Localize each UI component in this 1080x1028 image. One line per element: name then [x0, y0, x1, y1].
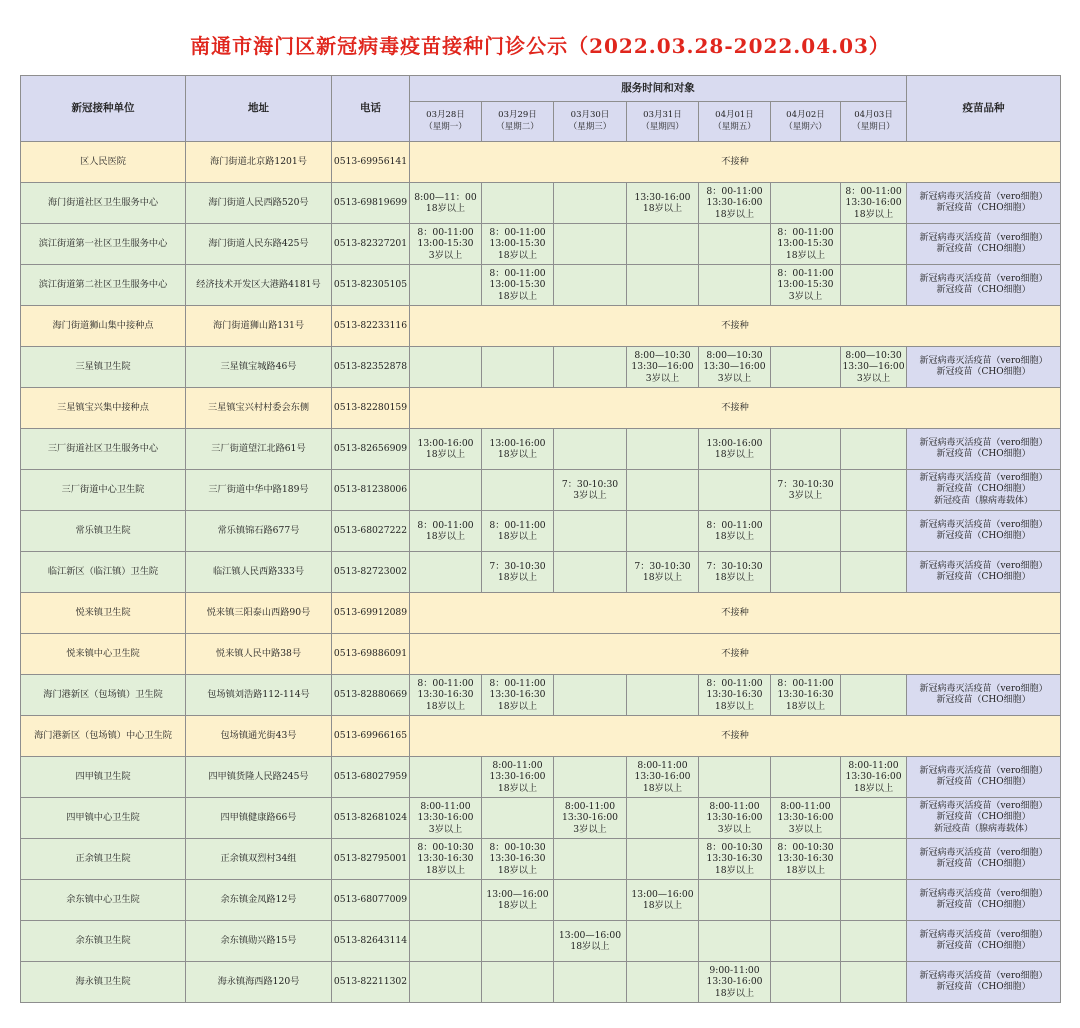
unit-cell: 悦来镇中心卫生院	[21, 634, 186, 675]
day-schedule-cell: 8:00-11:00 13:30-16:00 3岁以上	[699, 798, 771, 839]
day-schedule-cell	[627, 511, 699, 552]
table-row	[21, 511, 1061, 552]
header-day: 03月31日 （星期四）	[627, 102, 699, 142]
day-schedule-cell	[841, 552, 907, 593]
day-schedule-cell: 13:00—16:00 18岁以上	[482, 880, 554, 921]
day-schedule-cell	[699, 224, 771, 265]
day-schedule-cell	[841, 921, 907, 962]
day-schedule-cell: 8：00-11:00 13:30-16:30 18岁以上	[482, 675, 554, 716]
day-schedule-cell: 8:00—10:30 13:30—16:00 3岁以上	[699, 347, 771, 388]
table-row	[21, 675, 1061, 716]
day-schedule-cell: 13:30-16:00 18岁以上	[627, 183, 699, 224]
vaccine-cell: 新冠病毒灭活疫苗（vero细胞） 新冠疫苗（CHO细胞）	[907, 880, 1061, 921]
header-unit: 新冠接种单位	[21, 76, 186, 142]
table-row	[21, 306, 1061, 347]
no-vaccination-cell: 不接种	[410, 634, 1061, 675]
day-schedule-cell	[627, 798, 699, 839]
phone-cell: 0513-82795001	[332, 839, 410, 880]
table-row	[21, 347, 1061, 388]
day-schedule-cell	[554, 839, 627, 880]
unit-cell: 余东镇中心卫生院	[21, 880, 186, 921]
day-schedule-cell	[410, 347, 482, 388]
day-schedule-cell	[771, 880, 841, 921]
day-schedule-cell: 9:00-11:00 13:30-16:00 18岁以上	[699, 962, 771, 1003]
day-schedule-cell: 8：00-11:00 13:00-15:30 3岁以上	[771, 265, 841, 306]
day-schedule-cell	[627, 675, 699, 716]
day-schedule-cell	[841, 880, 907, 921]
day-schedule-cell	[627, 265, 699, 306]
day-schedule-cell: 8：00-11:00 13:30-16:30 18岁以上	[771, 675, 841, 716]
day-schedule-cell: 8：00-11:00 13:30-16:30 18岁以上	[699, 675, 771, 716]
day-schedule-cell: 13:00-16:00 18岁以上	[410, 429, 482, 470]
header-day: 04月03日 （星期日）	[841, 102, 907, 142]
vaccine-cell: 新冠病毒灭活疫苗（vero细胞） 新冠疫苗（CHO细胞）	[907, 183, 1061, 224]
phone-cell: 0513-82681024	[332, 798, 410, 839]
unit-cell: 海门港新区（包场镇）卫生院	[21, 675, 186, 716]
day-schedule-cell	[554, 224, 627, 265]
vaccine-cell: 新冠病毒灭活疫苗（vero细胞） 新冠疫苗（CHO细胞） 新冠疫苗（腺病毒载体）	[907, 798, 1061, 839]
day-schedule-cell: 8：00-11:00 13:00-15:30 18岁以上	[482, 265, 554, 306]
day-schedule-cell	[771, 429, 841, 470]
day-schedule-cell	[771, 347, 841, 388]
day-schedule-cell	[841, 511, 907, 552]
unit-cell: 余东镇卫生院	[21, 921, 186, 962]
vaccine-cell: 新冠病毒灭活疫苗（vero细胞） 新冠疫苗（CHO细胞）	[907, 429, 1061, 470]
table-row	[21, 388, 1061, 429]
day-schedule-cell: 8:00-11:00 13:30-16:00 3岁以上	[771, 798, 841, 839]
day-schedule-cell	[841, 675, 907, 716]
day-schedule-cell: 8：00-10:30 13:30-16:30 18岁以上	[482, 839, 554, 880]
address-cell: 海门街道人民东路425号	[186, 224, 332, 265]
address-cell: 悦来镇三阳泰山西路90号	[186, 593, 332, 634]
unit-cell: 海门港新区（包场镇）中心卫生院	[21, 716, 186, 757]
day-schedule-cell	[699, 880, 771, 921]
day-schedule-cell	[771, 183, 841, 224]
address-cell: 余东镇金凤路12号	[186, 880, 332, 921]
day-schedule-cell	[554, 962, 627, 1003]
day-schedule-cell: 7：30-10:30 3岁以上	[554, 470, 627, 511]
vaccine-cell: 新冠病毒灭活疫苗（vero细胞） 新冠疫苗（CHO细胞）	[907, 757, 1061, 798]
address-cell: 余东镇勋兴路15号	[186, 921, 332, 962]
phone-cell: 0513-82352878	[332, 347, 410, 388]
phone-cell: 0513-69956141	[332, 142, 410, 183]
day-schedule-cell	[771, 511, 841, 552]
day-schedule-cell	[627, 962, 699, 1003]
day-schedule-cell	[699, 470, 771, 511]
day-schedule-cell	[554, 347, 627, 388]
vaccine-cell: 新冠病毒灭活疫苗（vero细胞） 新冠疫苗（CHO细胞）	[907, 921, 1061, 962]
phone-cell: 0513-82233116	[332, 306, 410, 347]
day-schedule-cell	[771, 962, 841, 1003]
phone-cell: 0513-82305105	[332, 265, 410, 306]
day-schedule-cell: 8：00-10:30 13:30-16:30 18岁以上	[771, 839, 841, 880]
day-schedule-cell	[410, 265, 482, 306]
day-schedule-cell: 8：00-10:30 13:30-16:30 18岁以上	[410, 839, 482, 880]
day-schedule-cell: 8：00-11:00 13:00-15:30 3岁以上	[410, 224, 482, 265]
address-cell: 海永镇海西路120号	[186, 962, 332, 1003]
header-vaccine: 疫苗品种	[907, 76, 1061, 142]
address-cell: 常乐镇锦石路677号	[186, 511, 332, 552]
vaccine-cell: 新冠病毒灭活疫苗（vero细胞） 新冠疫苗（CHO细胞） 新冠疫苗（腺病毒载体）	[907, 470, 1061, 511]
phone-cell: 0513-69819699	[332, 183, 410, 224]
day-schedule-cell	[841, 798, 907, 839]
header-phone: 电话	[332, 76, 410, 142]
day-schedule-cell: 8:00—11：00 18岁以上	[410, 183, 482, 224]
day-schedule-cell	[482, 347, 554, 388]
day-schedule-cell	[841, 265, 907, 306]
day-schedule-cell	[554, 511, 627, 552]
unit-cell: 海门街道社区卫生服务中心	[21, 183, 186, 224]
unit-cell: 滨江街道第二社区卫生服务中心	[21, 265, 186, 306]
table-row	[21, 880, 1061, 921]
address-cell: 正余镇双烈村34组	[186, 839, 332, 880]
no-vaccination-cell: 不接种	[410, 716, 1061, 757]
day-schedule-cell	[627, 429, 699, 470]
day-schedule-cell	[482, 470, 554, 511]
day-schedule-cell	[554, 552, 627, 593]
phone-cell: 0513-82327201	[332, 224, 410, 265]
unit-cell: 四甲镇卫生院	[21, 757, 186, 798]
day-schedule-cell: 13:00—16:00 18岁以上	[627, 880, 699, 921]
day-schedule-cell: 8:00-11:00 13:30-16:00 3岁以上	[410, 798, 482, 839]
day-schedule-cell: 8：00-11:00 13:30-16:00 18岁以上	[841, 183, 907, 224]
day-schedule-cell: 8:00-11:00 13:30-16:00 18岁以上	[482, 757, 554, 798]
vaccine-cell: 新冠病毒灭活疫苗（vero细胞） 新冠疫苗（CHO细胞）	[907, 224, 1061, 265]
unit-cell: 常乐镇卫生院	[21, 511, 186, 552]
unit-cell: 三星镇卫生院	[21, 347, 186, 388]
phone-cell: 0513-82656909	[332, 429, 410, 470]
address-cell: 海门街道狮山路131号	[186, 306, 332, 347]
day-schedule-cell	[699, 921, 771, 962]
table-row	[21, 921, 1061, 962]
header-day: 03月28日 （星期一）	[410, 102, 482, 142]
day-schedule-cell	[627, 921, 699, 962]
day-schedule-cell	[627, 224, 699, 265]
address-cell: 海门街道人民西路520号	[186, 183, 332, 224]
unit-cell: 滨江街道第一社区卫生服务中心	[21, 224, 186, 265]
unit-cell: 三厂街道社区卫生服务中心	[21, 429, 186, 470]
day-schedule-cell	[771, 921, 841, 962]
day-schedule-cell: 8：00-10:30 13:30-16:30 18岁以上	[699, 839, 771, 880]
phone-cell: 0513-82280159	[332, 388, 410, 429]
address-cell: 三星镇宝城路46号	[186, 347, 332, 388]
day-schedule-cell	[554, 183, 627, 224]
phone-cell: 0513-68027222	[332, 511, 410, 552]
day-schedule-cell	[410, 552, 482, 593]
day-schedule-cell: 7：30-10:30 18岁以上	[627, 552, 699, 593]
day-schedule-cell	[482, 798, 554, 839]
header-day: 03月30日 （星期三）	[554, 102, 627, 142]
unit-cell: 悦来镇卫生院	[21, 593, 186, 634]
day-schedule-cell: 13:00—16:00 18岁以上	[554, 921, 627, 962]
day-schedule-cell: 8：00-11:00 18岁以上	[482, 511, 554, 552]
day-schedule-cell	[482, 921, 554, 962]
table-row	[21, 634, 1061, 675]
vaccine-cell: 新冠病毒灭活疫苗（vero细胞） 新冠疫苗（CHO细胞）	[907, 962, 1061, 1003]
day-schedule-cell: 8:00-11:00 13:30-16:00 18岁以上	[841, 757, 907, 798]
day-schedule-cell	[554, 757, 627, 798]
day-schedule-cell	[410, 921, 482, 962]
address-cell: 经济技术开发区大港路4181号	[186, 265, 332, 306]
schedule-table	[20, 75, 1061, 1003]
address-cell: 包场镇刘浩路112-114号	[186, 675, 332, 716]
unit-cell: 三厂街道中心卫生院	[21, 470, 186, 511]
day-schedule-cell: 8：00-11:00 13:00-15:30 18岁以上	[482, 224, 554, 265]
address-cell: 四甲镇健康路66号	[186, 798, 332, 839]
vaccine-cell: 新冠病毒灭活疫苗（vero细胞） 新冠疫苗（CHO细胞）	[907, 347, 1061, 388]
day-schedule-cell	[554, 429, 627, 470]
address-cell: 悦来镇人民中路38号	[186, 634, 332, 675]
day-schedule-cell: 8:00-11:00 13:30-16:00 18岁以上	[627, 757, 699, 798]
table-row	[21, 429, 1061, 470]
header-day: 04月01日 （星期五）	[699, 102, 771, 142]
vaccine-cell: 新冠病毒灭活疫苗（vero细胞） 新冠疫苗（CHO细胞）	[907, 511, 1061, 552]
unit-cell: 临江新区（临江镇）卫生院	[21, 552, 186, 593]
phone-cell: 0513-68027959	[332, 757, 410, 798]
phone-cell: 0513-82643114	[332, 921, 410, 962]
day-schedule-cell	[482, 962, 554, 1003]
day-schedule-cell	[841, 962, 907, 1003]
unit-cell: 正余镇卫生院	[21, 839, 186, 880]
phone-cell: 0513-82880669	[332, 675, 410, 716]
day-schedule-cell: 7：30-10:30 18岁以上	[699, 552, 771, 593]
header-service: 服务时间和对象	[410, 76, 907, 102]
day-schedule-cell	[554, 675, 627, 716]
day-schedule-cell	[771, 552, 841, 593]
day-schedule-cell	[699, 265, 771, 306]
day-schedule-cell	[841, 470, 907, 511]
address-cell: 三星镇宝兴村村委会东侧	[186, 388, 332, 429]
address-cell: 临江镇人民西路333号	[186, 552, 332, 593]
unit-cell: 区人民医院	[21, 142, 186, 183]
day-schedule-cell: 8:00-11:00 13:30-16:00 3岁以上	[554, 798, 627, 839]
address-cell: 四甲镇货隆人民路245号	[186, 757, 332, 798]
day-schedule-cell	[841, 429, 907, 470]
vaccine-cell: 新冠病毒灭活疫苗（vero细胞） 新冠疫苗（CHO细胞）	[907, 265, 1061, 306]
header-day: 03月29日 （星期二）	[482, 102, 554, 142]
day-schedule-cell	[699, 757, 771, 798]
table-row	[21, 839, 1061, 880]
table-row	[21, 183, 1061, 224]
phone-cell: 0513-81238006	[332, 470, 410, 511]
page-title: 南通市海门区新冠病毒疫苗接种门诊公示（2022.03.28-2022.04.03）	[190, 34, 890, 58]
day-schedule-cell	[841, 839, 907, 880]
unit-cell: 海门街道狮山集中接种点	[21, 306, 186, 347]
phone-cell: 0513-82211302	[332, 962, 410, 1003]
day-schedule-cell	[841, 224, 907, 265]
day-schedule-cell: 7：30-10:30 18岁以上	[482, 552, 554, 593]
phone-cell: 0513-69886091	[332, 634, 410, 675]
day-schedule-cell: 7：30-10:30 3岁以上	[771, 470, 841, 511]
day-schedule-cell: 8：00-11:00 13:30-16:30 18岁以上	[410, 675, 482, 716]
phone-cell: 0513-69966165	[332, 716, 410, 757]
table-row	[21, 716, 1061, 757]
day-schedule-cell	[410, 962, 482, 1003]
address-cell: 包场镇通光街43号	[186, 716, 332, 757]
vaccine-cell: 新冠病毒灭活疫苗（vero细胞） 新冠疫苗（CHO细胞）	[907, 675, 1061, 716]
header-address: 地址	[186, 76, 332, 142]
table-row	[21, 470, 1061, 511]
schedule-body	[21, 142, 1061, 1003]
day-schedule-cell	[554, 265, 627, 306]
day-schedule-cell	[410, 757, 482, 798]
day-schedule-cell	[554, 880, 627, 921]
day-schedule-cell: 13:00-16:00 18岁以上	[482, 429, 554, 470]
table-row	[21, 593, 1061, 634]
vaccine-cell: 新冠病毒灭活疫苗（vero细胞） 新冠疫苗（CHO细胞）	[907, 839, 1061, 880]
phone-cell: 0513-69912089	[332, 593, 410, 634]
day-schedule-cell	[410, 470, 482, 511]
phone-cell: 0513-82723002	[332, 552, 410, 593]
address-cell: 三厂街道望江北路61号	[186, 429, 332, 470]
day-schedule-cell: 8:00—10:30 13:30—16:00 3岁以上	[841, 347, 907, 388]
no-vaccination-cell: 不接种	[410, 306, 1061, 347]
table-row	[21, 552, 1061, 593]
unit-cell: 四甲镇中心卫生院	[21, 798, 186, 839]
day-schedule-cell: 8：00-11:00 13:30-16:00 18岁以上	[699, 183, 771, 224]
table-row	[21, 224, 1061, 265]
day-schedule-cell: 8：00-11:00 18岁以上	[699, 511, 771, 552]
day-schedule-cell: 8：00-11:00 18岁以上	[410, 511, 482, 552]
day-schedule-cell	[482, 183, 554, 224]
day-schedule-cell: 8：00-11:00 13:00-15:30 18岁以上	[771, 224, 841, 265]
address-cell: 海门街道北京路1201号	[186, 142, 332, 183]
day-schedule-cell: 13:00-16:00 18岁以上	[699, 429, 771, 470]
header-day: 04月02日 （星期六）	[771, 102, 841, 142]
no-vaccination-cell: 不接种	[410, 388, 1061, 429]
unit-cell: 三星镇宝兴集中接种点	[21, 388, 186, 429]
no-vaccination-cell: 不接种	[410, 593, 1061, 634]
table-row	[21, 142, 1061, 183]
table-row	[21, 798, 1061, 839]
unit-cell: 海永镇卫生院	[21, 962, 186, 1003]
day-schedule-cell	[771, 757, 841, 798]
table-row	[21, 962, 1061, 1003]
day-schedule-cell	[410, 880, 482, 921]
phone-cell: 0513-68077009	[332, 880, 410, 921]
day-schedule-cell	[627, 839, 699, 880]
table-row	[21, 265, 1061, 306]
vaccine-cell: 新冠病毒灭活疫苗（vero细胞） 新冠疫苗（CHO细胞）	[907, 552, 1061, 593]
day-schedule-cell	[627, 470, 699, 511]
table-row	[21, 757, 1061, 798]
no-vaccination-cell: 不接种	[410, 142, 1061, 183]
day-schedule-cell: 8:00—10:30 13:30—16:00 3岁以上	[627, 347, 699, 388]
address-cell: 三厂街道中华中路189号	[186, 470, 332, 511]
